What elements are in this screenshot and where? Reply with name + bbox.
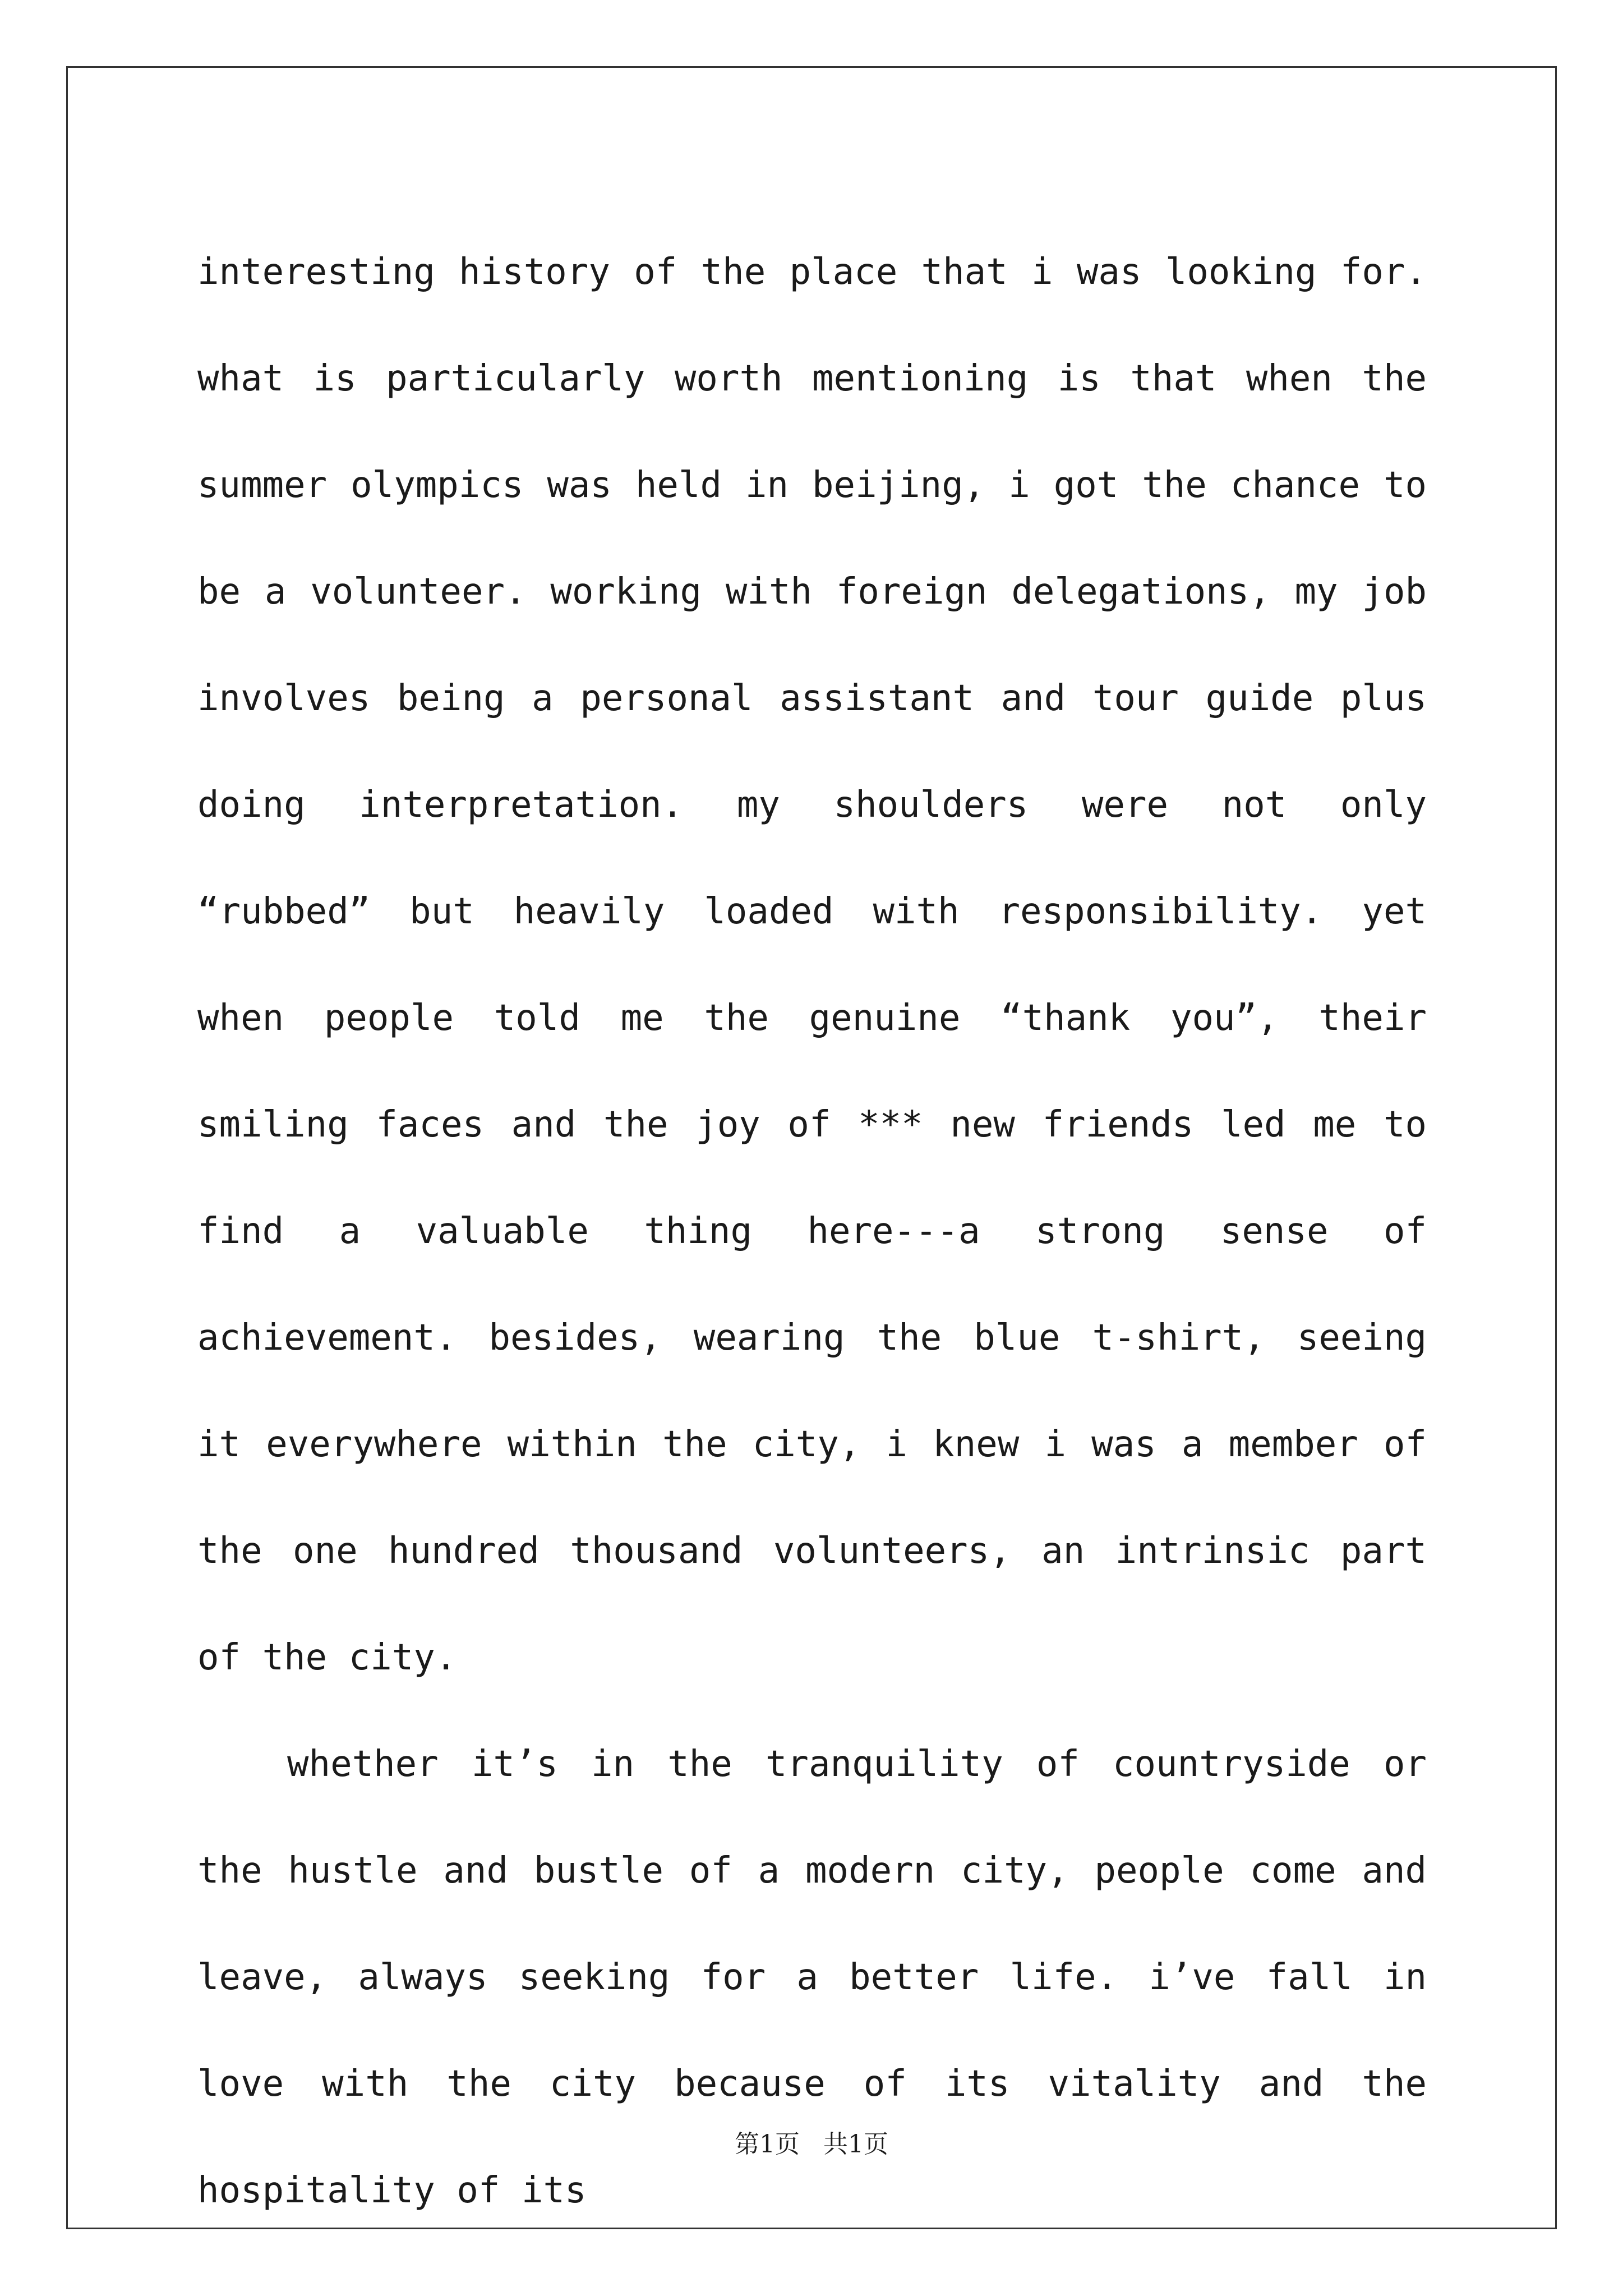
paragraph-1: interesting history of the place that i was looking for. what is particularly worth mentioning is that when the summer olympics was held in beijing, i got the chance to be a volunteer. working with foreign delegations, my job involves being a personal assistant and tour guide plus doing interpretation. my shoulders were not only “rubbed” but heavily loaded with responsibility. yet when people told me the genuine “thank you”, their smiling faces and the joy of *** new friends led me to find a valuable thing here---a strong sense of achievement. besides, wearing the blue t-shirt, seeing it everywhere within the city, i knew i was a member of the one hundred thousand volunteers, an intrinsic part of the city. [197,251,1427,1678]
document-body [197,219,1427,2244]
page-number-footer: 第1页 共1页 [735,2130,888,2159]
paragraph-2: whether it’s in the tranquility of countryside or the hustle and bustle of a modern city, people come and leave, always seeking for a better life. i’ve fall in love with the city because of its vitality and the hospitality of its [197,1743,1427,2211]
